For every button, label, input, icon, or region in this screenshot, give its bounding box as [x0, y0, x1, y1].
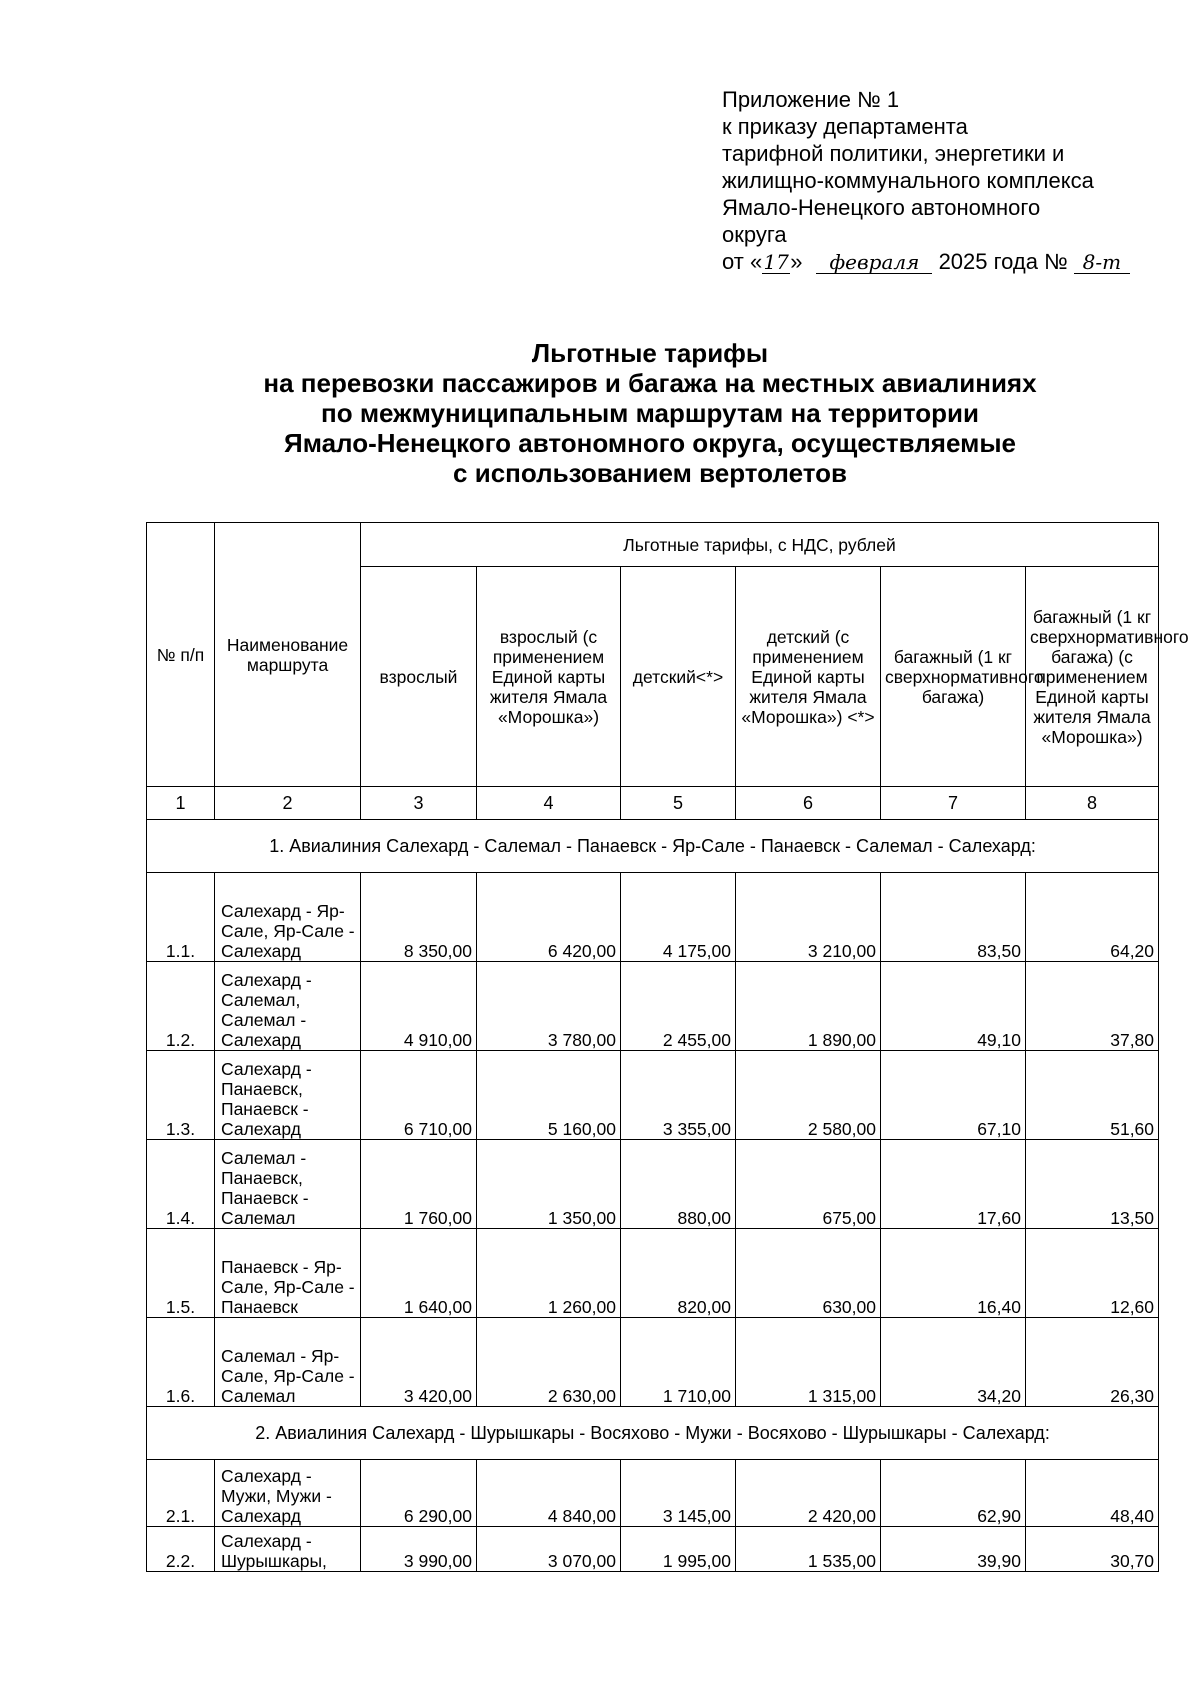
table-row — [147, 1140, 1159, 1229]
tariff-value: 6 290,00 — [361, 1460, 477, 1527]
table-row — [147, 1229, 1159, 1318]
tariff-value: 630,00 — [736, 1229, 881, 1318]
column-number: 5 — [621, 787, 736, 820]
row-number: 1.3. — [147, 1051, 215, 1140]
tariff-value: 48,40 — [1026, 1460, 1159, 1527]
appendix-line: жилищно-коммунального комплекса — [722, 168, 1094, 193]
tariff-value: 3 355,00 — [621, 1051, 736, 1140]
tariff-value: 6 420,00 — [477, 873, 621, 962]
route-name: Салемал - Яр-Сале, Яр-Сале - Салемал — [215, 1318, 361, 1407]
column-number: 8 — [1026, 787, 1159, 820]
tariff-value: 83,50 — [881, 873, 1026, 962]
tariff-value: 820,00 — [621, 1229, 736, 1318]
tariff-value: 1 760,00 — [361, 1140, 477, 1229]
sub-header: взрослый — [361, 567, 477, 787]
title-line: Ямало-Ненецкого автономного округа, осуществляемые — [284, 428, 1016, 458]
tariff-value: 3 990,00 — [361, 1527, 477, 1572]
date-mid: » — [790, 249, 803, 274]
title-line: с использованием вертолетов — [453, 458, 847, 488]
tariff-value: 2 630,00 — [477, 1318, 621, 1407]
tariff-value: 3 070,00 — [477, 1527, 621, 1572]
section-title: 2. Авиалиния Салехард - Шурышкары - Восяхово - Мужи - Восяхово - Шурышкары - Салехард: — [147, 1407, 1159, 1460]
tariff-value: 1 260,00 — [477, 1229, 621, 1318]
table-row — [147, 1527, 1159, 1572]
row-number: 1.2. — [147, 962, 215, 1051]
column-number: 7 — [881, 787, 1026, 820]
table-row — [147, 1318, 1159, 1407]
tariff-value: 12,60 — [1026, 1229, 1159, 1318]
appendix-line: Ямало-Ненецкого автономного — [722, 195, 1041, 220]
tariff-value: 2 420,00 — [736, 1460, 881, 1527]
tariff-value: 2 580,00 — [736, 1051, 881, 1140]
column-number: 6 — [736, 787, 881, 820]
sub-header: детский (с применением Единой карты жителя Ямала «Морошка») <*> — [736, 567, 881, 787]
appendix-line: округа — [722, 222, 787, 247]
route-name: Панаевск - Яр-Сале, Яр-Сале - Панаевск — [215, 1229, 361, 1318]
document-title — [130, 338, 1170, 488]
handwritten-month: февраля — [816, 251, 932, 274]
tariff-value: 1 890,00 — [736, 962, 881, 1051]
row-number: 2.1. — [147, 1460, 215, 1527]
tariff-value: 5 160,00 — [477, 1051, 621, 1140]
header-row — [147, 523, 1159, 567]
tariff-value: 3 780,00 — [477, 962, 621, 1051]
title-line: на перевозки пассажиров и багажа на местных авиалиниях — [263, 368, 1037, 398]
column-number: 1 — [147, 787, 215, 820]
sub-header: детский<*> — [621, 567, 736, 787]
tariff-value: 1 535,00 — [736, 1527, 881, 1572]
tariff-value: 4 840,00 — [477, 1460, 621, 1527]
row-number: 1.4. — [147, 1140, 215, 1229]
table-row — [147, 873, 1159, 962]
tariff-value: 6 710,00 — [361, 1051, 477, 1140]
column-number: 2 — [215, 787, 361, 820]
handwritten-day: 17 — [763, 250, 789, 274]
tariff-value: 675,00 — [736, 1140, 881, 1229]
table-row — [147, 1051, 1159, 1140]
group-header: Льготные тарифы, с НДС, рублей — [361, 523, 1159, 567]
table-row — [147, 1460, 1159, 1527]
column-number: 4 — [477, 787, 621, 820]
tariff-value: 3 210,00 — [736, 873, 881, 962]
route-name: Салехард - Мужи, Мужи - Салехард — [215, 1460, 361, 1527]
appendix-line: Приложение № 1 — [722, 87, 900, 112]
tariff-value: 4 910,00 — [361, 962, 477, 1051]
sub-header: багажный (1 кг сверхнормативного багажа) — [881, 567, 1026, 787]
tariff-value: 1 995,00 — [621, 1527, 736, 1572]
tariff-value: 64,20 — [1026, 873, 1159, 962]
route-name: Салехард - Панаевск, Панаевск - Салехард — [215, 1051, 361, 1140]
route-name: Салехард - Яр-Сале, Яр-Сале - Салехард — [215, 873, 361, 962]
tariff-value: 3 145,00 — [621, 1460, 736, 1527]
tariff-value: 62,90 — [881, 1460, 1026, 1527]
col-header-num: № п/п — [147, 523, 215, 787]
section-row — [147, 1407, 1159, 1460]
tariff-value: 67,10 — [881, 1051, 1026, 1140]
column-number: 3 — [361, 787, 477, 820]
year-text: 2025 года № — [938, 249, 1068, 274]
row-number: 1.5. — [147, 1229, 215, 1318]
route-name: Салемал - Панаевск, Панаевск - Салемал — [215, 1140, 361, 1229]
tariff-value: 13,50 — [1026, 1140, 1159, 1229]
tariff-value: 1 315,00 — [736, 1318, 881, 1407]
row-number: 1.6. — [147, 1318, 215, 1407]
title-line: по межмуниципальным маршрутам на территории — [321, 398, 979, 428]
handwritten-order-number: 8-т — [1074, 251, 1130, 274]
tariff-value: 49,10 — [881, 962, 1026, 1051]
column-number-row — [147, 787, 1159, 820]
col-header-route: Наименование маршрута — [215, 523, 361, 787]
order-date-line — [722, 248, 1182, 275]
tariff-value: 26,30 — [1026, 1318, 1159, 1407]
sub-header: взрослый (с применением Единой карты жителя Ямала «Морошка») — [477, 567, 621, 787]
tariff-value: 16,40 — [881, 1229, 1026, 1318]
title-line: Льготные тарифы — [531, 338, 769, 368]
row-number: 2.2. — [147, 1527, 215, 1572]
tariff-value: 34,20 — [881, 1318, 1026, 1407]
row-number: 1.1. — [147, 873, 215, 962]
route-name: Салехард - Салемал, Салемал - Салехард — [215, 962, 361, 1051]
date-prefix: от « — [722, 249, 763, 274]
tariff-value: 30,70 — [1026, 1527, 1159, 1572]
tariff-value: 3 420,00 — [361, 1318, 477, 1407]
table-row — [147, 962, 1159, 1051]
tariff-value: 2 455,00 — [621, 962, 736, 1051]
tariff-value: 1 350,00 — [477, 1140, 621, 1229]
tariff-value: 39,90 — [881, 1527, 1026, 1572]
appendix-header — [722, 86, 1182, 275]
appendix-line: к приказу департамента — [722, 114, 968, 139]
route-name: Салехард - Шурышкары, — [215, 1527, 361, 1572]
tariff-value: 4 175,00 — [621, 873, 736, 962]
appendix-line: тарифной политики, энергетики и — [722, 141, 1065, 166]
tariff-value: 37,80 — [1026, 962, 1159, 1051]
tariff-value: 1 710,00 — [621, 1318, 736, 1407]
section-title: 1. Авиалиния Салехард - Салемал - Панаевск - Яр-Сале - Панаевск - Салемал - Салехард: — [147, 820, 1159, 873]
tariff-value: 51,60 — [1026, 1051, 1159, 1140]
tariff-value: 17,60 — [881, 1140, 1026, 1229]
tariff-value: 8 350,00 — [361, 873, 477, 962]
sub-header: багажный (1 кг сверхнормативного багажа) (с применением Единой карты жителя Ямала «Морошка») — [1026, 567, 1159, 787]
tariff-value: 880,00 — [621, 1140, 736, 1229]
section-row — [147, 820, 1159, 873]
tariff-value: 1 640,00 — [361, 1229, 477, 1318]
tariff-table — [146, 522, 1189, 1572]
